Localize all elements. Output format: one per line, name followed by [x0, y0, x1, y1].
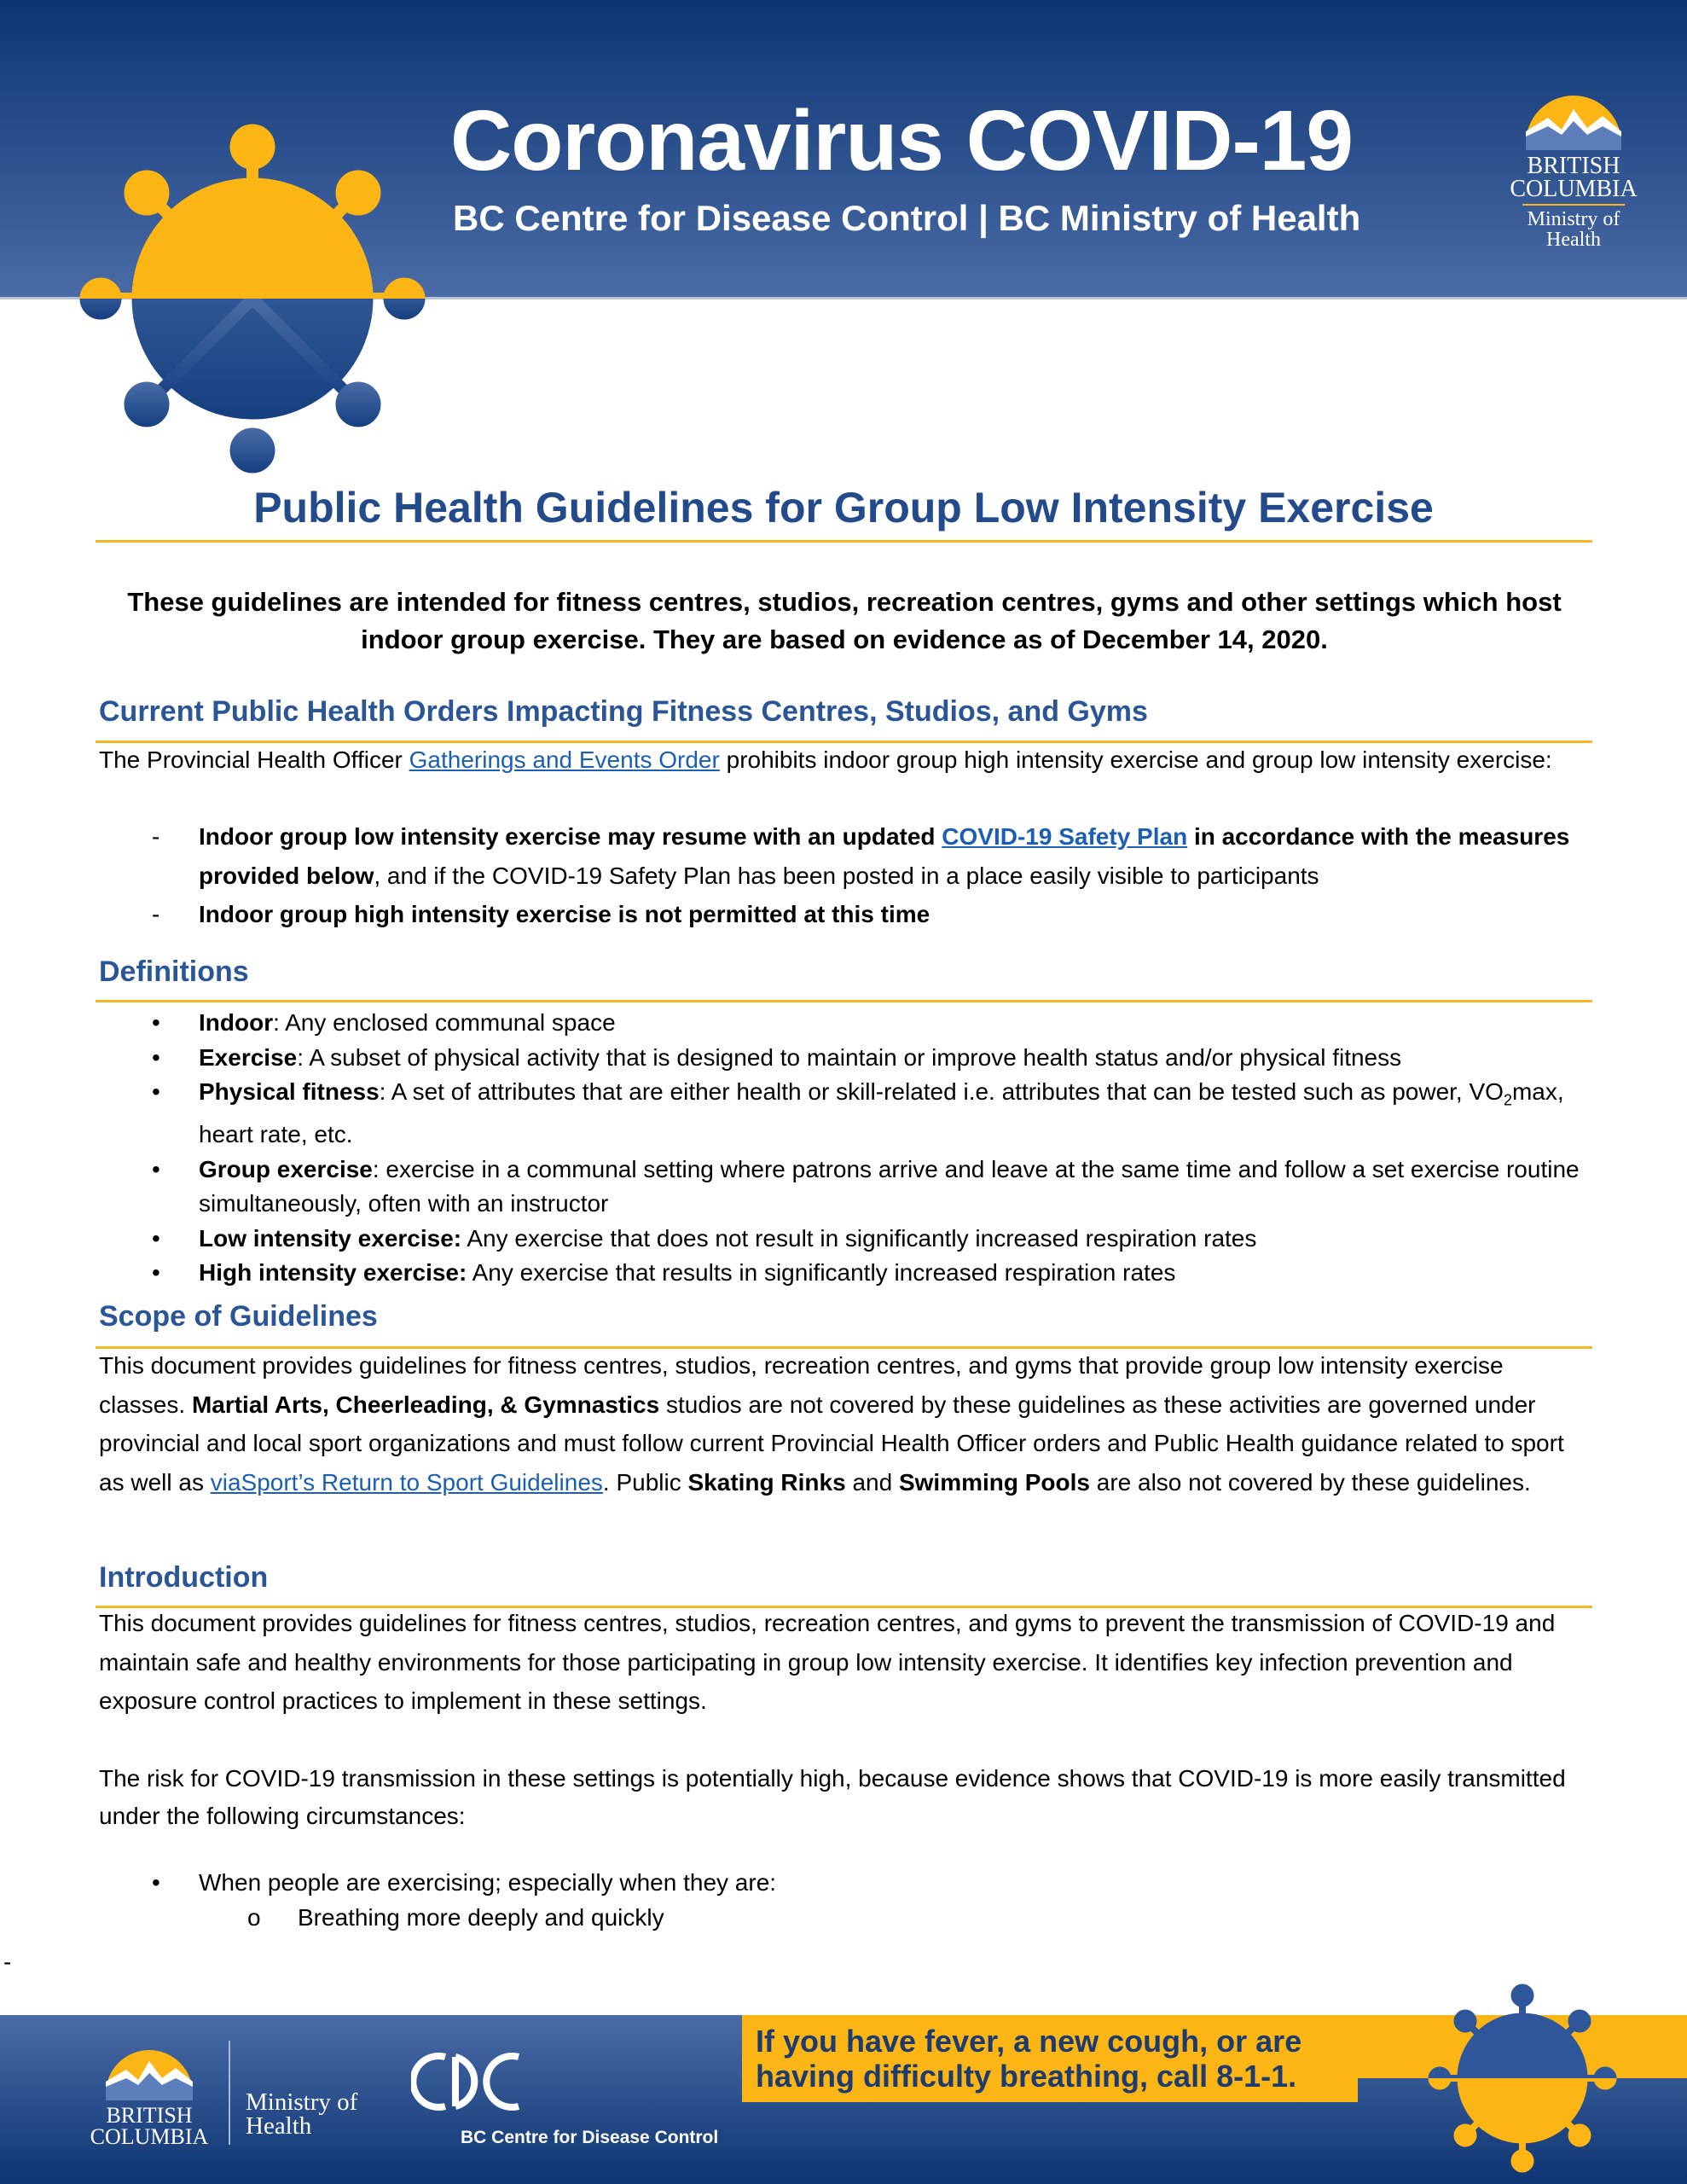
sub-list-item: o Breathing more deeply and quickly: [247, 1904, 664, 1931]
document-title: Public Health Guidelines for Group Low Intensity Exercise: [253, 484, 1434, 531]
introduction-paragraph-2: The risk for COVID-19 transmission in these settings is potentially high, because evidence shows that COVID-19 is more easily transmitted under the following circumstances:: [99, 1765, 1566, 1829]
banner-subtitle: BC Centre for Disease Control | BC Ministry of Health: [453, 198, 1361, 238]
intro-statement: These guidelines are intended for fitness centres, studios, recreation centres, gyms and other settings which host indoor group exercise. They are based on evidence as of December 14, 2020.: [127, 587, 1562, 654]
footer-divider: [229, 2041, 230, 2145]
section-rule: [96, 1000, 1592, 1002]
section-heading-introduction: Introduction: [99, 1561, 269, 1594]
list-item: • Exercise: A subset of physical activity that is designed to maintain or improve health status and/or physical fitness: [152, 1043, 1402, 1071]
bc-sun-icon: [102, 2039, 196, 2100]
scope-paragraph: This document provides guidelines for fitness centres, studios, recreation centres, and gyms that provide group low intensity exercise classes. Martial Arts, Cheerleading, & Gymnastics studios are not covered by these guidelines as these activities are governed under provincial and local sport organizations and must follow current Provincial Health Officer orders and Public Health guidance related to sport as well as viaSport’s Return to Sport Guidelines. Public Skating Rinks and Swimming Pools are also not covered by these guidelines.: [99, 1352, 1564, 1496]
footer-ministry-text: Ministry of Health: [246, 2088, 358, 2140]
bccdc-name: BC Centre for Disease Control: [461, 2128, 719, 2147]
virus-icon: [68, 119, 443, 478]
bccdc-logo-icon: [411, 2052, 527, 2111]
safety-plan-link[interactable]: COVID-19 Safety Plan: [942, 823, 1188, 850]
footer-bc-logo: BRITISH COLUMBIA: [85, 2039, 213, 2147]
definitions-list: [99, 1006, 1600, 1291]
list-item: - Indoor group low intensity exercise may resume with an updated COVID-19 Safety Plan in accordance with the measures provided below, and if the COVID-19 Safety Plan has been posted in a place easily visible to participants: [152, 823, 1570, 889]
gatherings-order-link[interactable]: Gatherings and Events Order: [409, 746, 720, 773]
logo-divider: [1522, 204, 1625, 206]
bc-sun-icon: [1522, 84, 1625, 150]
list-item: • When people are exercising; especially when they are:: [152, 1869, 777, 1896]
orders-list: [99, 817, 1600, 934]
orders-paragraph: The Provincial Health Officer Gatherings and Events Order prohibits indoor group high intensity exercise and group low intensity exercise:: [99, 746, 1552, 773]
section-heading-orders: Current Public Health Orders Impacting Fitness Centres, Studios, and Gyms: [99, 695, 1148, 728]
section-heading-definitions: Definitions: [99, 956, 249, 988]
list-item: • High intensity exercise: Any exercise that results in significantly increased respiration rates: [152, 1259, 1176, 1287]
stray-mark: -: [3, 1949, 12, 1975]
list-item: • Low intensity exercise: Any exercise that does not result in significantly increased respiration rates: [152, 1224, 1257, 1252]
banner-title: Coronavirus COVID-19: [450, 93, 1354, 189]
section-heading-scope: Scope of Guidelines: [99, 1300, 378, 1333]
bc-ministry-logo: BRITISH COLUMBIA Ministry of Health: [1510, 84, 1638, 250]
title-rule: [96, 540, 1592, 543]
list-item: • Group exercise: exercise in a communal setting where patrons arrive and leave at the same time and follow a set exercise routine simultaneously, often with an instructor: [152, 1155, 1580, 1217]
list-item: - Indoor group high intensity exercise is not permitted at this time: [152, 901, 930, 927]
list-item: • Physical fitness: A set of attributes that are either health or skill-related i.e. attributes that can be tested such as power, $VO_2\max$, heart rate, etc.: [152, 1078, 1564, 1148]
footer-alert-text: If you have fever, a new cough, or are having difficulty breathing, call 8-1-1.: [756, 2024, 1302, 2094]
list-item: • Indoor: Any enclosed communal space: [152, 1009, 616, 1036]
introduction-paragraph-1: This document provides guidelines for fitness centres, studios, recreation centres, and gyms to prevent the transmission of COVID-19 and maintain safe and healthy environments for those participating in group low intensity exercise. It identifies key infection prevention and exposure control practices to implement in these settings.: [99, 1610, 1556, 1714]
circumstances-list: [99, 1865, 1600, 1935]
viasport-link[interactable]: viaSport’s Return to Sport Guidelines: [210, 1468, 603, 1496]
footer-virus-icon: [1424, 1984, 1620, 2180]
